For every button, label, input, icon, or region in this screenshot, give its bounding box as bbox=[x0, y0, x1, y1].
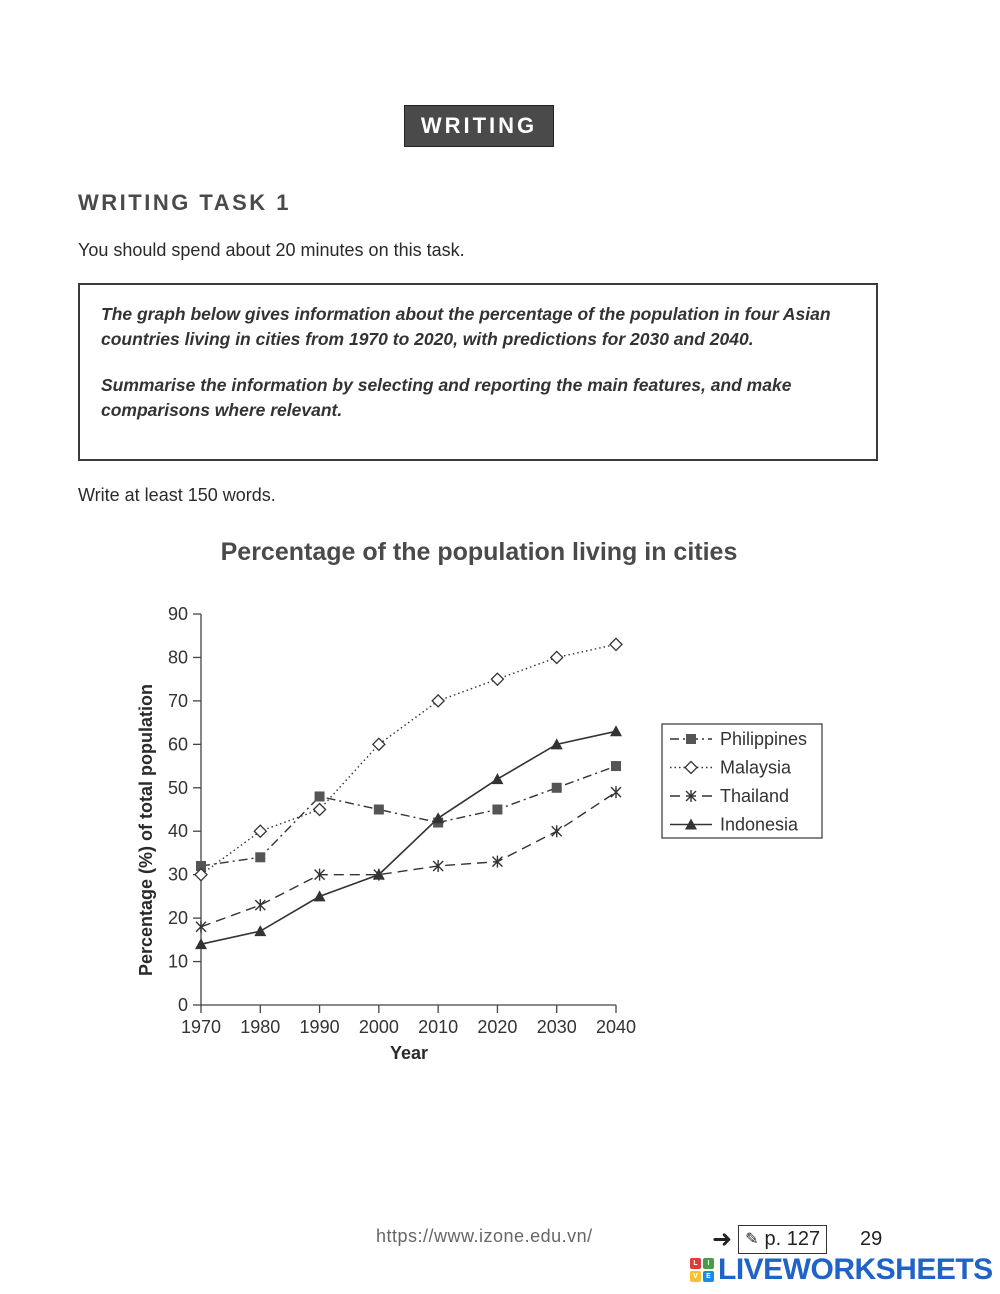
series-line-malaysia bbox=[201, 644, 616, 874]
data-point-indonesia bbox=[314, 890, 326, 901]
logo-text: LIVEWORKSHEETS bbox=[718, 1253, 993, 1286]
x-tick-label: 1970 bbox=[180, 1017, 222, 1037]
data-point-malaysia bbox=[491, 673, 503, 685]
data-point-philippines bbox=[492, 805, 502, 815]
y-tick-label: 40 bbox=[167, 821, 188, 842]
y-tick-label: 90 bbox=[167, 604, 188, 624]
footer-url: https://www.izone.edu.vn/ bbox=[376, 1226, 593, 1246]
series-line-indonesia bbox=[201, 731, 616, 944]
legend-marker-philippines bbox=[686, 734, 696, 744]
x-tick-label: 2020 bbox=[477, 1017, 518, 1037]
y-tick-label: 50 bbox=[167, 777, 188, 798]
y-tick-label: 20 bbox=[167, 908, 188, 929]
data-point-thailand bbox=[611, 786, 621, 798]
series-malaysia bbox=[195, 638, 622, 880]
data-point-malaysia bbox=[432, 695, 444, 707]
task-prompt-box bbox=[78, 283, 878, 461]
x-axis-label: Year bbox=[389, 1043, 429, 1063]
logo-tiles-icon bbox=[690, 1258, 714, 1282]
page-reference bbox=[712, 1224, 827, 1254]
y-axis-label: Percentage (%) of total population bbox=[136, 683, 156, 977]
legend-label-philippines: Philippines bbox=[720, 729, 808, 749]
series-indonesia bbox=[195, 725, 622, 949]
y-tick-label: 80 bbox=[167, 647, 188, 668]
x-tick-label: 2040 bbox=[595, 1017, 637, 1037]
time-instruction: You should spend about 20 minutes on this task. bbox=[78, 240, 465, 260]
logo-tile: V bbox=[690, 1271, 701, 1282]
line-chart bbox=[0, 520, 1000, 1080]
page-number: 29 bbox=[860, 1228, 883, 1250]
data-point-philippines bbox=[374, 805, 384, 815]
data-point-thailand bbox=[196, 921, 206, 933]
data-point-indonesia bbox=[491, 773, 503, 784]
data-point-philippines bbox=[552, 783, 562, 793]
liveworksheets-logo bbox=[690, 1252, 993, 1288]
chart-legend bbox=[662, 724, 822, 838]
data-point-malaysia bbox=[551, 651, 563, 663]
section-banner: WRITING bbox=[404, 105, 554, 147]
data-point-thailand bbox=[552, 825, 562, 837]
legend-label-indonesia: Indonesia bbox=[720, 814, 799, 835]
data-point-thailand bbox=[255, 899, 265, 911]
series-line-philippines bbox=[201, 766, 616, 866]
data-point-malaysia bbox=[610, 638, 622, 650]
logo-tile: I bbox=[703, 1258, 714, 1269]
data-point-philippines bbox=[315, 791, 325, 801]
page-ref-text: p. 127 bbox=[764, 1227, 821, 1250]
legend-label-malaysia: Malaysia bbox=[720, 757, 792, 778]
y-tick-label: 10 bbox=[167, 951, 188, 972]
data-point-malaysia bbox=[254, 825, 266, 837]
y-tick-label: 70 bbox=[167, 690, 188, 711]
x-tick-label: 2000 bbox=[358, 1017, 399, 1037]
chart-title: Percentage of the population living in cities bbox=[220, 538, 738, 566]
data-point-malaysia bbox=[373, 738, 385, 750]
logo-tile: E bbox=[703, 1271, 714, 1282]
x-tick-label: 1980 bbox=[240, 1017, 281, 1037]
data-point-malaysia bbox=[314, 804, 326, 816]
data-point-philippines bbox=[255, 852, 265, 862]
y-tick-label: 60 bbox=[167, 734, 188, 755]
arrow-right-icon: ➜ bbox=[712, 1225, 733, 1253]
word-count-instruction: Write at least 150 words. bbox=[78, 485, 276, 505]
x-tick-label: 2030 bbox=[536, 1017, 577, 1037]
y-tick-label: 30 bbox=[167, 864, 188, 885]
page-ref-box bbox=[738, 1225, 827, 1254]
legend-label-thailand: Thailand bbox=[720, 786, 790, 806]
data-point-philippines bbox=[611, 761, 621, 771]
prompt-paragraph-2: Summarise the information by selecting and reporting the main features, and make comparisons where relevant. bbox=[101, 375, 792, 420]
x-tick-label: 2010 bbox=[418, 1017, 459, 1037]
data-point-indonesia bbox=[610, 725, 622, 736]
y-tick-label: 0 bbox=[177, 995, 188, 1015]
prompt-paragraph-1: The graph below gives information about the percentage of the population in four Asian countries living in cities from 1970 to 2020, with predictions for 2030 and 2040. bbox=[101, 304, 831, 349]
logo-tile: L bbox=[690, 1258, 701, 1269]
series-philippines bbox=[196, 761, 621, 871]
data-point-indonesia bbox=[254, 925, 266, 936]
pencil-icon: ✎ bbox=[745, 1230, 759, 1248]
task-title: WRITING TASK 1 bbox=[78, 190, 292, 215]
x-tick-label: 1990 bbox=[299, 1017, 340, 1037]
